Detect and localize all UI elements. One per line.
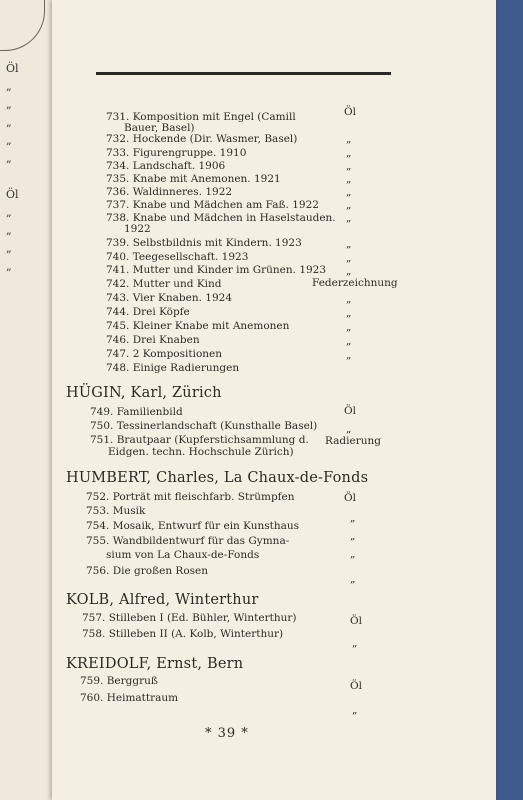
catalog-entry: 734. Landschaft. 1906	[106, 160, 226, 172]
entry-medium: Öl	[344, 492, 356, 504]
margin-mark: „	[6, 98, 12, 111]
page-number: * 39 *	[205, 726, 249, 741]
entry-medium: „	[346, 186, 352, 198]
entry-medium: Öl	[350, 615, 362, 627]
margin-mark: „	[6, 260, 12, 273]
catalog-entry: 744. Drei Köpfe	[106, 306, 190, 318]
entry-medium: „	[350, 548, 356, 560]
margin-mark: „	[6, 116, 12, 129]
catalog-entry: 732. Hockende (Dir. Wasmer, Basel)	[106, 133, 298, 145]
entry-medium: Federzeichnung	[312, 277, 398, 289]
artist-heading: KOLB, Alfred, Winterthur	[66, 592, 259, 608]
margin-mark: „	[6, 242, 12, 255]
catalog-entry: 739. Selbstbildnis mit Kindern. 1923	[106, 237, 302, 249]
catalog-entry-continued: Bauer, Basel)	[124, 122, 195, 134]
catalog-entry: 742. Mutter und Kind	[106, 278, 222, 290]
margin-mark: „	[6, 152, 12, 165]
catalog-entry: 737. Knabe und Mädchen am Faß. 1922	[106, 199, 319, 211]
catalog-entry: 731. Komposition mit Engel (Camill	[106, 111, 296, 123]
catalog-entry-continued: Eidgen. techn. Hochschule Zürich)	[108, 446, 294, 458]
entry-medium: „	[346, 321, 352, 333]
entry-medium: „	[346, 349, 352, 361]
catalog-entry: 736. Waldinneres. 1922	[106, 186, 233, 198]
entry-medium: „	[346, 423, 352, 435]
catalog-entry: 747. 2 Kompositionen	[106, 348, 223, 360]
margin-mark: Öl	[6, 188, 19, 201]
catalog-entry: 735. Knabe mit Anemonen. 1921	[106, 173, 281, 185]
entry-medium: „	[352, 637, 358, 649]
entry-medium: „	[346, 133, 352, 145]
catalog-entry: 741. Mutter und Kinder im Grünen. 1923	[106, 264, 327, 276]
entry-medium: „	[350, 512, 356, 524]
catalog-entry: 740. Teegesellschaft. 1923	[106, 251, 249, 263]
catalog-entry: 758. Stilleben II (A. Kolb, Winterthur)	[82, 628, 284, 640]
entry-medium: Radierung	[325, 435, 381, 447]
catalog-entry: 746. Drei Knaben	[106, 334, 200, 346]
entry-medium: „	[346, 265, 352, 277]
facing-page-marks	[6, 60, 19, 276]
catalog-entry: 759. Berggruß	[80, 675, 158, 687]
catalog-entry: 760. Heimattraum	[80, 692, 179, 704]
catalog-entry: 757. Stilleben I (Ed. Bühler, Winterthur)	[82, 612, 297, 624]
entry-medium: „	[352, 704, 358, 716]
entry-medium: „	[346, 199, 352, 211]
catalog-entry: 751. Brautpaar (Kupferstichsammlung d.	[90, 434, 309, 446]
margin-mark: „	[6, 80, 12, 93]
catalog-entry: 749. Familienbild	[90, 406, 183, 418]
catalog-entry: 755. Wandbildentwurf für das Gymna-	[86, 535, 290, 547]
margin-mark	[6, 168, 19, 186]
catalog-entry: 743. Vier Knaben. 1924	[106, 292, 233, 304]
entry-medium: „	[346, 252, 352, 264]
margin-mark: Öl	[6, 62, 19, 75]
catalog-entry: 756. Die großen Rosen	[86, 565, 209, 577]
catalog-entry: 754. Mosaik, Entwurf für ein Kunsthaus	[86, 520, 300, 532]
entry-medium: „	[346, 293, 352, 305]
margin-mark: „	[6, 224, 12, 237]
catalog-entry: 748. Einige Radierungen	[106, 362, 240, 374]
entry-medium: „	[350, 530, 356, 542]
catalog-entry: 753. Musik	[86, 505, 146, 517]
entry-medium: Öl	[344, 106, 356, 118]
catalog-entry: 752. Porträt mit fleischfarb. Strümpfen	[86, 491, 295, 503]
entry-medium: „	[346, 160, 352, 172]
catalog-entry-continued: sium von La Chaux-de-Fonds	[106, 549, 260, 561]
entry-medium: „	[346, 173, 352, 185]
entry-medium: Öl	[344, 405, 356, 417]
entry-medium: „	[350, 573, 356, 585]
catalog-entry: 745. Kleiner Knabe mit Anemonen	[106, 320, 290, 332]
margin-mark: „	[6, 206, 12, 219]
catalog-entry: 733. Figurengruppe. 1910	[106, 147, 247, 159]
margin-mark: „	[6, 134, 12, 147]
catalog-entry: 738. Knabe und Mädchen in Haselstauden.	[106, 212, 336, 224]
artist-heading: HUMBERT, Charles, La Chaux-de-Fonds	[66, 470, 369, 486]
entry-medium: „	[346, 212, 352, 224]
catalog-entry-continued: 1922	[124, 223, 151, 235]
page-curl	[0, 0, 45, 51]
artist-heading: KREIDOLF, Ernst, Bern	[66, 656, 244, 672]
facing-page	[0, 0, 55, 800]
entry-medium: „	[346, 335, 352, 347]
header-rule	[96, 72, 391, 75]
entry-medium: „	[346, 238, 352, 250]
entry-medium: „	[346, 307, 352, 319]
catalog-entry: 750. Tessinerlandschaft (Kunsthalle Basel)	[90, 420, 318, 432]
entry-medium: Öl	[350, 680, 362, 692]
entry-medium: „	[346, 147, 352, 159]
artist-heading: HÜGIN, Karl, Zürich	[66, 385, 222, 401]
